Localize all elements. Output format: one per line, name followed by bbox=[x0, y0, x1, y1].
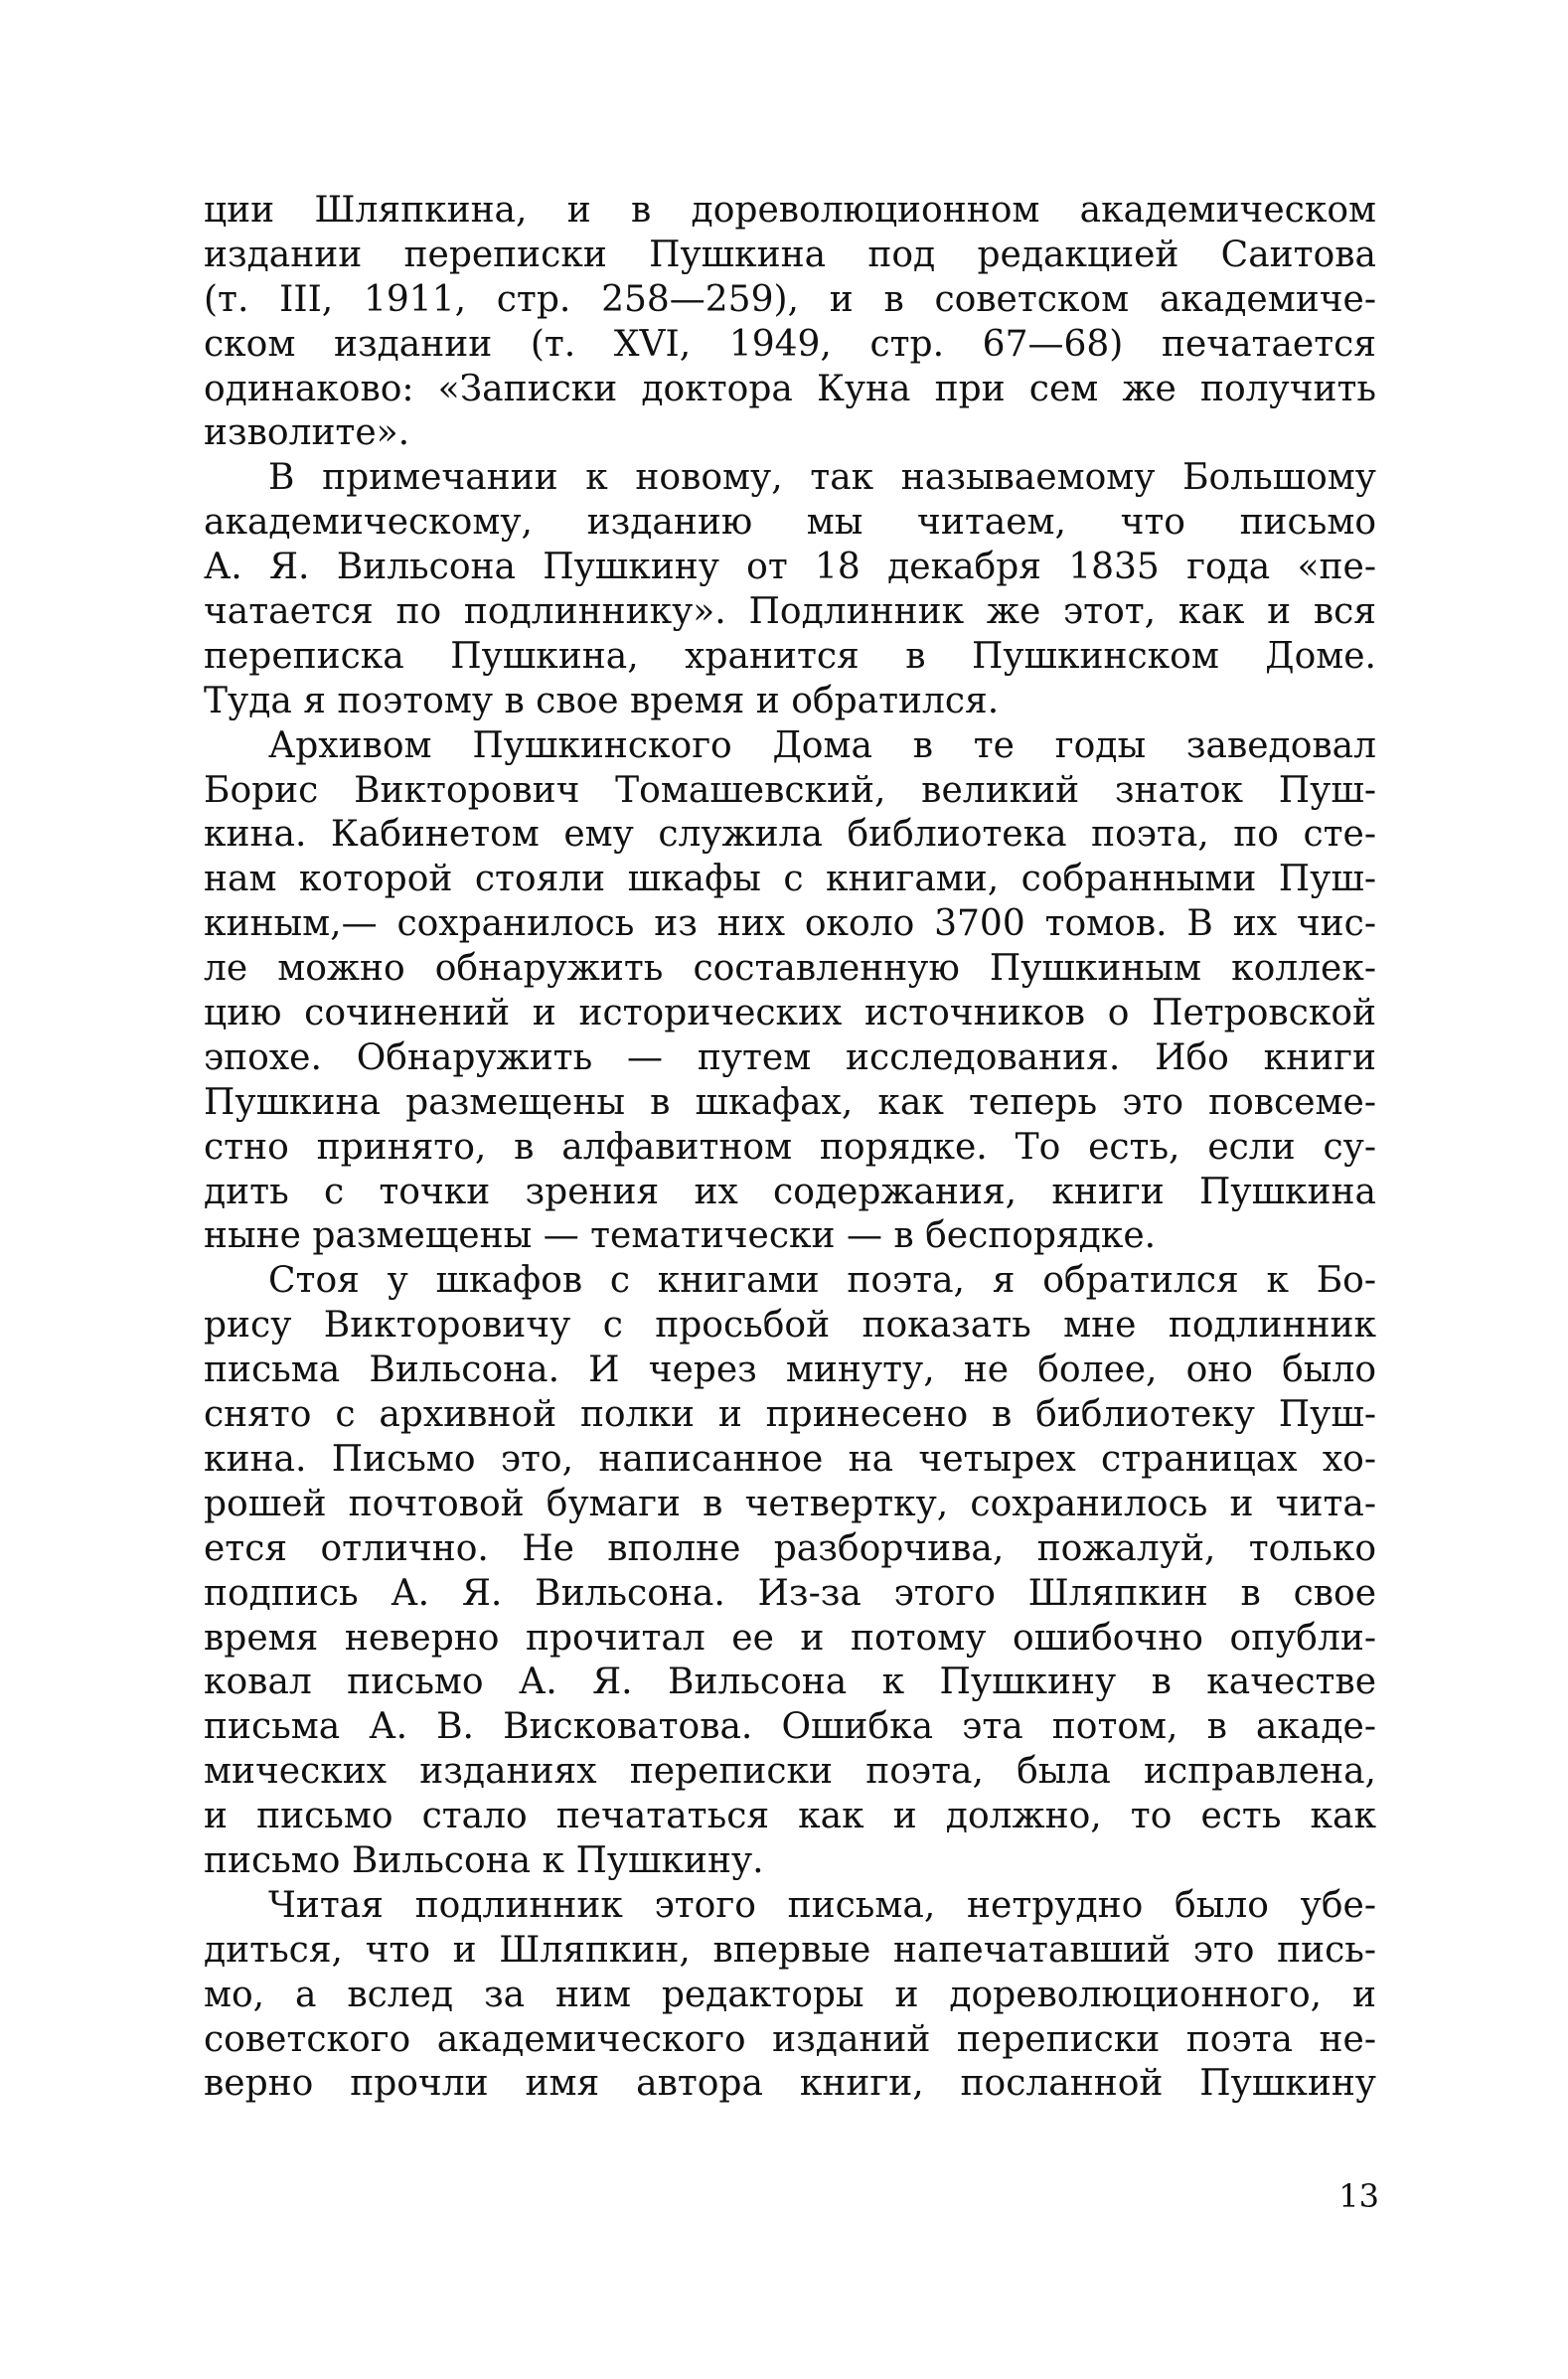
text-line: изволите». bbox=[204, 412, 410, 454]
text-line: мо, а вслед за ним редакторы и дореволюционного, и bbox=[204, 1974, 1376, 2015]
text-line: А. Я. Вильсона Пушкину от 18 декабря 1835 года «пе- bbox=[204, 547, 1376, 588]
text-line: эпохе. Обнаружить — путем исследования. Ибо книги bbox=[204, 1036, 1376, 1078]
body-text bbox=[204, 189, 1376, 2107]
text-line: мических изданиях переписки поэта, была исправлена, bbox=[204, 1751, 1376, 1793]
text-line: Архивом Пушкинского Дома в те годы заведовал bbox=[268, 724, 1376, 766]
text-line: стно принято, в алфавитном порядке. То есть, если су- bbox=[204, 1126, 1376, 1168]
text-line: и письмо стало печататься как и должно, то есть как bbox=[204, 1796, 1376, 1837]
text-line: ныне размещены — тематически — в беспорядке. bbox=[204, 1215, 1157, 1257]
text-line: ле можно обнаружить составленную Пушкиным коллек- bbox=[204, 948, 1376, 990]
text-line: снято с архивной полки и принесено в библиотеку Пуш- bbox=[204, 1394, 1376, 1436]
text-line: диться, что и Шляпкин, впервые напечатавший это пись- bbox=[204, 1929, 1376, 1971]
paragraph bbox=[204, 1259, 1376, 1883]
text-line: Пушкина размещены в шкафах, как теперь это повсеме- bbox=[204, 1081, 1376, 1123]
text-line: академическому, изданию мы читаем, что письмо bbox=[204, 502, 1376, 544]
text-line: письма Вильсона. И через минуту, не более, оно было bbox=[204, 1349, 1376, 1391]
text-line: издании переписки Пушкина под редакцией Саитова bbox=[204, 234, 1376, 275]
text-line: ковал письмо А. Я. Вильсона к Пушкину в качестве bbox=[204, 1662, 1376, 1703]
text-line: дить с точки зрения их содержания, книги Пушкина bbox=[204, 1171, 1376, 1212]
text-line: письма А. В. Висковатова. Ошибка эта потом, в акаде- bbox=[204, 1706, 1376, 1748]
text-line: рошей почтовой бумаги в четвертку, сохранилось и чита- bbox=[204, 1483, 1376, 1524]
text-line: В примечании к новому, так называемому Большому bbox=[268, 457, 1376, 499]
text-line: верно прочли имя автора книги, посланной Пушкину bbox=[204, 2063, 1376, 2105]
text-line: письмо Вильсона к Пушкину. bbox=[204, 1839, 764, 1881]
text-line: (т. III, 1911, стр. 258—259), и в советском академиче- bbox=[204, 278, 1376, 320]
text-line: подпись А. Я. Вильсона. Из-за этого Шляпкин в свое bbox=[204, 1572, 1376, 1614]
text-line: чатается по подлиннику». Подлинник же этот, как и вся bbox=[204, 591, 1376, 633]
text-line: ется отлично. Не вполне разборчива, пожалуй, только bbox=[204, 1527, 1376, 1569]
paragraph bbox=[204, 456, 1376, 723]
text-line: кина. Письмо это, написанное на четырех страницах хо- bbox=[204, 1438, 1376, 1480]
text-line: ции Шляпкина, и в дореволюционном академическом bbox=[204, 190, 1376, 231]
text-line: цию сочинений и исторических источников о Петровской bbox=[204, 993, 1376, 1034]
text-line: киным,— сохранилось из них около 3700 томов. В их чис- bbox=[204, 903, 1376, 945]
text-line: Стоя у шкафов с книгами поэта, я обратился к Бо- bbox=[268, 1260, 1376, 1302]
page-number: 13 bbox=[1338, 2177, 1379, 2215]
text-line: нам которой стояли шкафы с книгами, собранными Пуш- bbox=[204, 859, 1376, 900]
text-line: кина. Кабинетом ему служила библиотека поэта, по сте- bbox=[204, 814, 1376, 856]
text-line: Читая подлинник этого письма, нетрудно было убе- bbox=[268, 1884, 1376, 1926]
text-line: Туда я поэтому в свое время и обратился. bbox=[204, 680, 1000, 721]
text-line: время неверно прочитал ее и потому ошибочно опубли- bbox=[204, 1617, 1376, 1659]
text-line: советского академического изданий переписки поэта не- bbox=[204, 2018, 1376, 2060]
text-line: Борис Викторович Томашевский, великий знаток Пуш- bbox=[204, 769, 1376, 811]
text-line: ском издании (т. XVI, 1949, стр. 67—68) печатается bbox=[204, 323, 1376, 365]
paragraph bbox=[204, 1884, 1376, 2107]
paragraph bbox=[204, 724, 1376, 1260]
text-line: одинаково: «Записки доктора Куна при сем же получить bbox=[204, 368, 1376, 409]
paragraph bbox=[204, 189, 1376, 456]
text-line: рису Викторовичу с просьбой показать мне подлинник bbox=[204, 1305, 1376, 1347]
text-line: переписка Пушкина, хранится в Пушкинском Доме. bbox=[204, 635, 1376, 677]
